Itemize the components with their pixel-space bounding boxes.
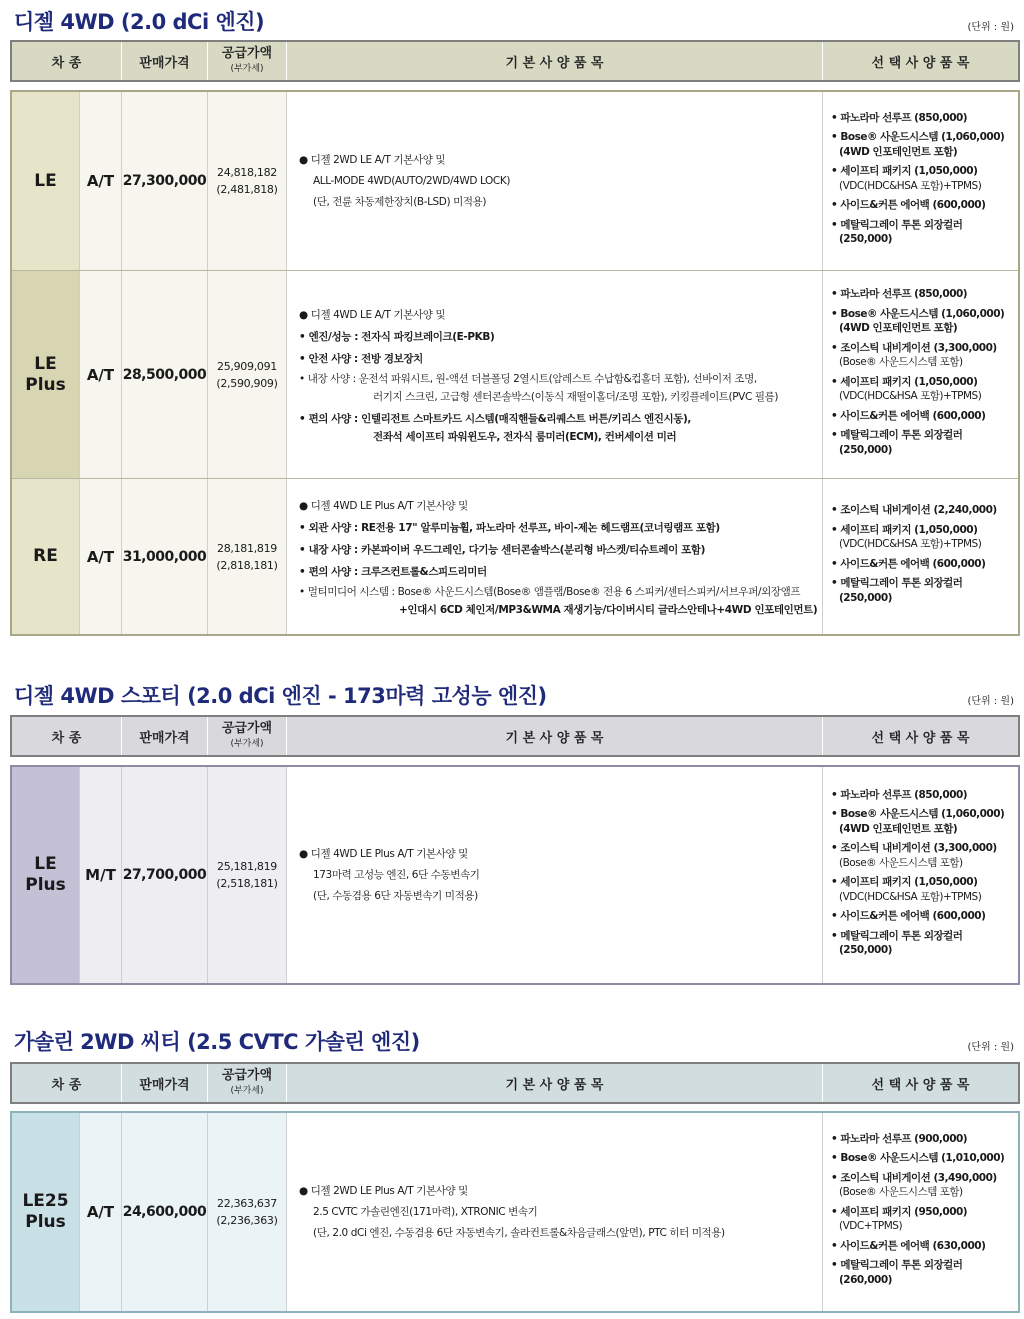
- trim-name: LE Plus: [25, 854, 66, 895]
- transmission: A/T: [86, 1203, 115, 1221]
- header-basic: 기 본 사 양 품 목: [287, 717, 823, 755]
- table-header: [10, 715, 1020, 757]
- supply-price: 25,181,819 (2,518,181): [216, 860, 278, 890]
- section-title: 디젤 4WD (2.0 dCi 엔진): [14, 10, 265, 34]
- transmission: A/T: [86, 547, 115, 566]
- section-title: 디젤 4WD 스포티 (2.0 dCi 엔진 - 173마력 고성능 엔진): [14, 684, 547, 708]
- sale-price: 28,500,000: [122, 366, 207, 383]
- basic-spec: ● 디젤 4WD LE A/T 기본사양 및 • 엔진/성능 : 전자식 파킹브레이크(E-PKB) • 안전 사양 : 전방 경보장치 • 내장 사양 : 운전석 파워시트, 원-액션 더블폴딩 2열시트(암레스트 수납함&컵홀더 포함), 선바이저 조명, 러기지 스크린, 고급형 센터콘솔박스(이동식 재떨이홀더/조명 포함), 키킹플레이트(PVC 필름) • 편의 사양 : 인텔리전트 스마트카드 시스템(매직핸들&리퀘스트 버튼/키리스 엔진시동), 전좌석 세이프티 파워윈도우, 전자식 룸미러(ECM), 컨버세이션 미러: [299, 308, 779, 443]
- header-supply: 공급가액 (부가세): [208, 42, 287, 80]
- table-header: [10, 40, 1020, 82]
- option-list: • 파노라마 선루프 (850,000) • Bose® 사운드시스템 (1,060,000) (4WD 인포테인먼트 포함) • 조이스틱 내비게이션 (3,300,000) (Bose® 사운드시스템 포함) • 세이프티 패키지 (1,050,000) (VDC(HDC&HSA 포함)+TPMS) • 사이드&커튼 에어백 (600,000) • 메탈릭그레이 투톤 외장컬러 (250,000): [831, 288, 1005, 456]
- trim-name: LE Plus: [25, 353, 66, 395]
- trim-name: LE25 Plus: [22, 1191, 69, 1232]
- price-table: [10, 1111, 1020, 1313]
- price-table: [10, 765, 1020, 985]
- header-price: 판매가격: [122, 717, 208, 755]
- unit-label: (단위 : 원): [967, 1042, 1014, 1053]
- trim-name: LE: [34, 170, 57, 191]
- header-price: 판매가격: [122, 1064, 208, 1102]
- table-row-re: [12, 478, 1018, 634]
- option-list: • 조이스틱 내비게이션 (2,240,000) • 세이프티 패키지 (1,050,000) (VDC(HDC&HSA 포함)+TPMS) • 사이드&커튼 에어백 (600,000) • 메탈릭그레이 투톤 외장컬러 (250,000): [831, 504, 997, 604]
- sale-price: 24,600,000: [122, 1204, 207, 1220]
- unit-label: (단위 : 원): [967, 696, 1014, 707]
- basic-spec: ● 디젤 4WD LE Plus A/T 기본사양 및 • 외관 사양 : RE전용 17" 알루미늄휠, 파노라마 선루프, 바이-제논 헤드램프(코너링램프 포함) • 내장 사양 : 카본파이버 우드그레인, 다기능 센터콘솔박스(분리형 바스켓/티슈트레이 포함) • 편의 사양 : 크루즈컨트롤&스피드리미터 • 멀티미디어 시스템 : Bose® 사운드시스템(Bose® 앰플램/Bose® 전용 6 스피커/센터스피커/서브우퍼/외장앰프 +인대시 6CD 체인저/MP3&WMA 재생기능/다이버시티 글라스안테나+4WD 인포테인먼트): [299, 499, 818, 616]
- option-list: • 파노라마 선루프 (900,000) • Bose® 사운드시스템 (1,010,000) • 조이스틱 내비게이션 (3,490,000) (Bose® 사운드시스템 포함) • 세이프티 패키지 (950,000) (VDC+TPMS) • 사이드&커튼 에어백 (630,000) • 메탈릭그레이 투톤 외장컬러 (260,000): [831, 1132, 1005, 1286]
- transmission: M/T: [85, 866, 116, 884]
- supply-price: 25,909,091 (2,590,909): [216, 359, 278, 390]
- header-trim: 차 종: [12, 717, 122, 755]
- sale-price: 27,700,000: [122, 867, 207, 883]
- sale-price: 31,000,000: [122, 548, 207, 565]
- basic-spec: ● 디젤 2WD LE A/T 기본사양 및 ALL-MODE 4WD(AUTO/2WD/4WD LOCK) (단, 전륜 차동제한장치(B-LSD) 미적용): [299, 153, 511, 208]
- basic-spec: ● 디젤 2WD LE Plus A/T 기본사양 및 2.5 CVTC 가솔린엔진(171마력), XTRONIC 변속기 (단, 2.0 dCi 엔진, 수동겸용 6단 자동변속기, 솔라컨트롤&차음글래스(앞면), PTC 히터 미적용): [299, 1184, 725, 1239]
- header-trim: 차 종: [12, 42, 122, 80]
- supply-price: 22,363,637 (2,236,363): [216, 1197, 278, 1227]
- header-trim: 차 종: [12, 1064, 122, 1102]
- transmission: A/T: [86, 172, 115, 190]
- header-price: 판매가격: [122, 42, 208, 80]
- unit-label: (단위 : 원): [967, 22, 1014, 33]
- trim-name: RE: [33, 546, 58, 566]
- basic-spec: ● 디젤 4WD LE Plus A/T 기본사양 및 173마력 고성능 엔진, 6단 수동변속기 (단, 수동겸용 6단 자동변속기 미적용): [299, 847, 480, 902]
- transmission: A/T: [86, 365, 115, 384]
- table-row-le25-plus: [12, 1113, 1018, 1311]
- section-title: 가솔린 2WD 씨티 (2.5 CVTC 가솔린 엔진): [14, 1030, 420, 1054]
- header-options: 선 택 사 양 품 목: [871, 730, 970, 746]
- header-options: 선 택 사 양 품 목: [871, 1077, 970, 1093]
- header-supply: 공급가액 (부가세): [208, 1064, 287, 1102]
- header-supply: 공급가액 (부가세): [208, 717, 287, 755]
- supply-price: 28,181,819 (2,818,181): [216, 541, 278, 572]
- table-row-le-plus-sporty: [12, 767, 1018, 983]
- header-basic: 기 본 사 양 품 목: [287, 42, 823, 80]
- supply-price: 24,818,182 (2,481,818): [216, 166, 278, 196]
- sale-price: 27,300,000: [122, 173, 207, 189]
- table-row-le-plus: [12, 270, 1018, 478]
- header-options: 선 택 사 양 품 목: [871, 55, 970, 71]
- option-list: • 파노라마 선루프 (850,000) • Bose® 사운드시스템 (1,060,000) (4WD 인포테인먼트 포함) • 세이프티 패키지 (1,050,000) (VDC(HDC&HSA 포함)+TPMS) • 사이드&커튼 에어백 (600,000) • 메탈릭그레이 투톤 외장컬러 (250,000): [831, 111, 1005, 245]
- option-list: • 파노라마 선루프 (850,000) • Bose® 사운드시스템 (1,060,000) (4WD 인포테인먼트 포함) • 조이스틱 내비게이션 (3,300,000) (Bose® 사운드시스템 포함) • 세이프티 패키지 (1,050,000) (VDC(HDC&HSA 포함)+TPMS) • 사이드&커튼 에어백 (600,000) • 메탈릭그레이 투톤 외장컬러 (250,000): [831, 788, 1005, 956]
- table-row-le: [12, 92, 1018, 270]
- price-table: [10, 90, 1020, 636]
- table-header: [10, 1062, 1020, 1104]
- header-basic: 기 본 사 양 품 목: [287, 1064, 823, 1102]
